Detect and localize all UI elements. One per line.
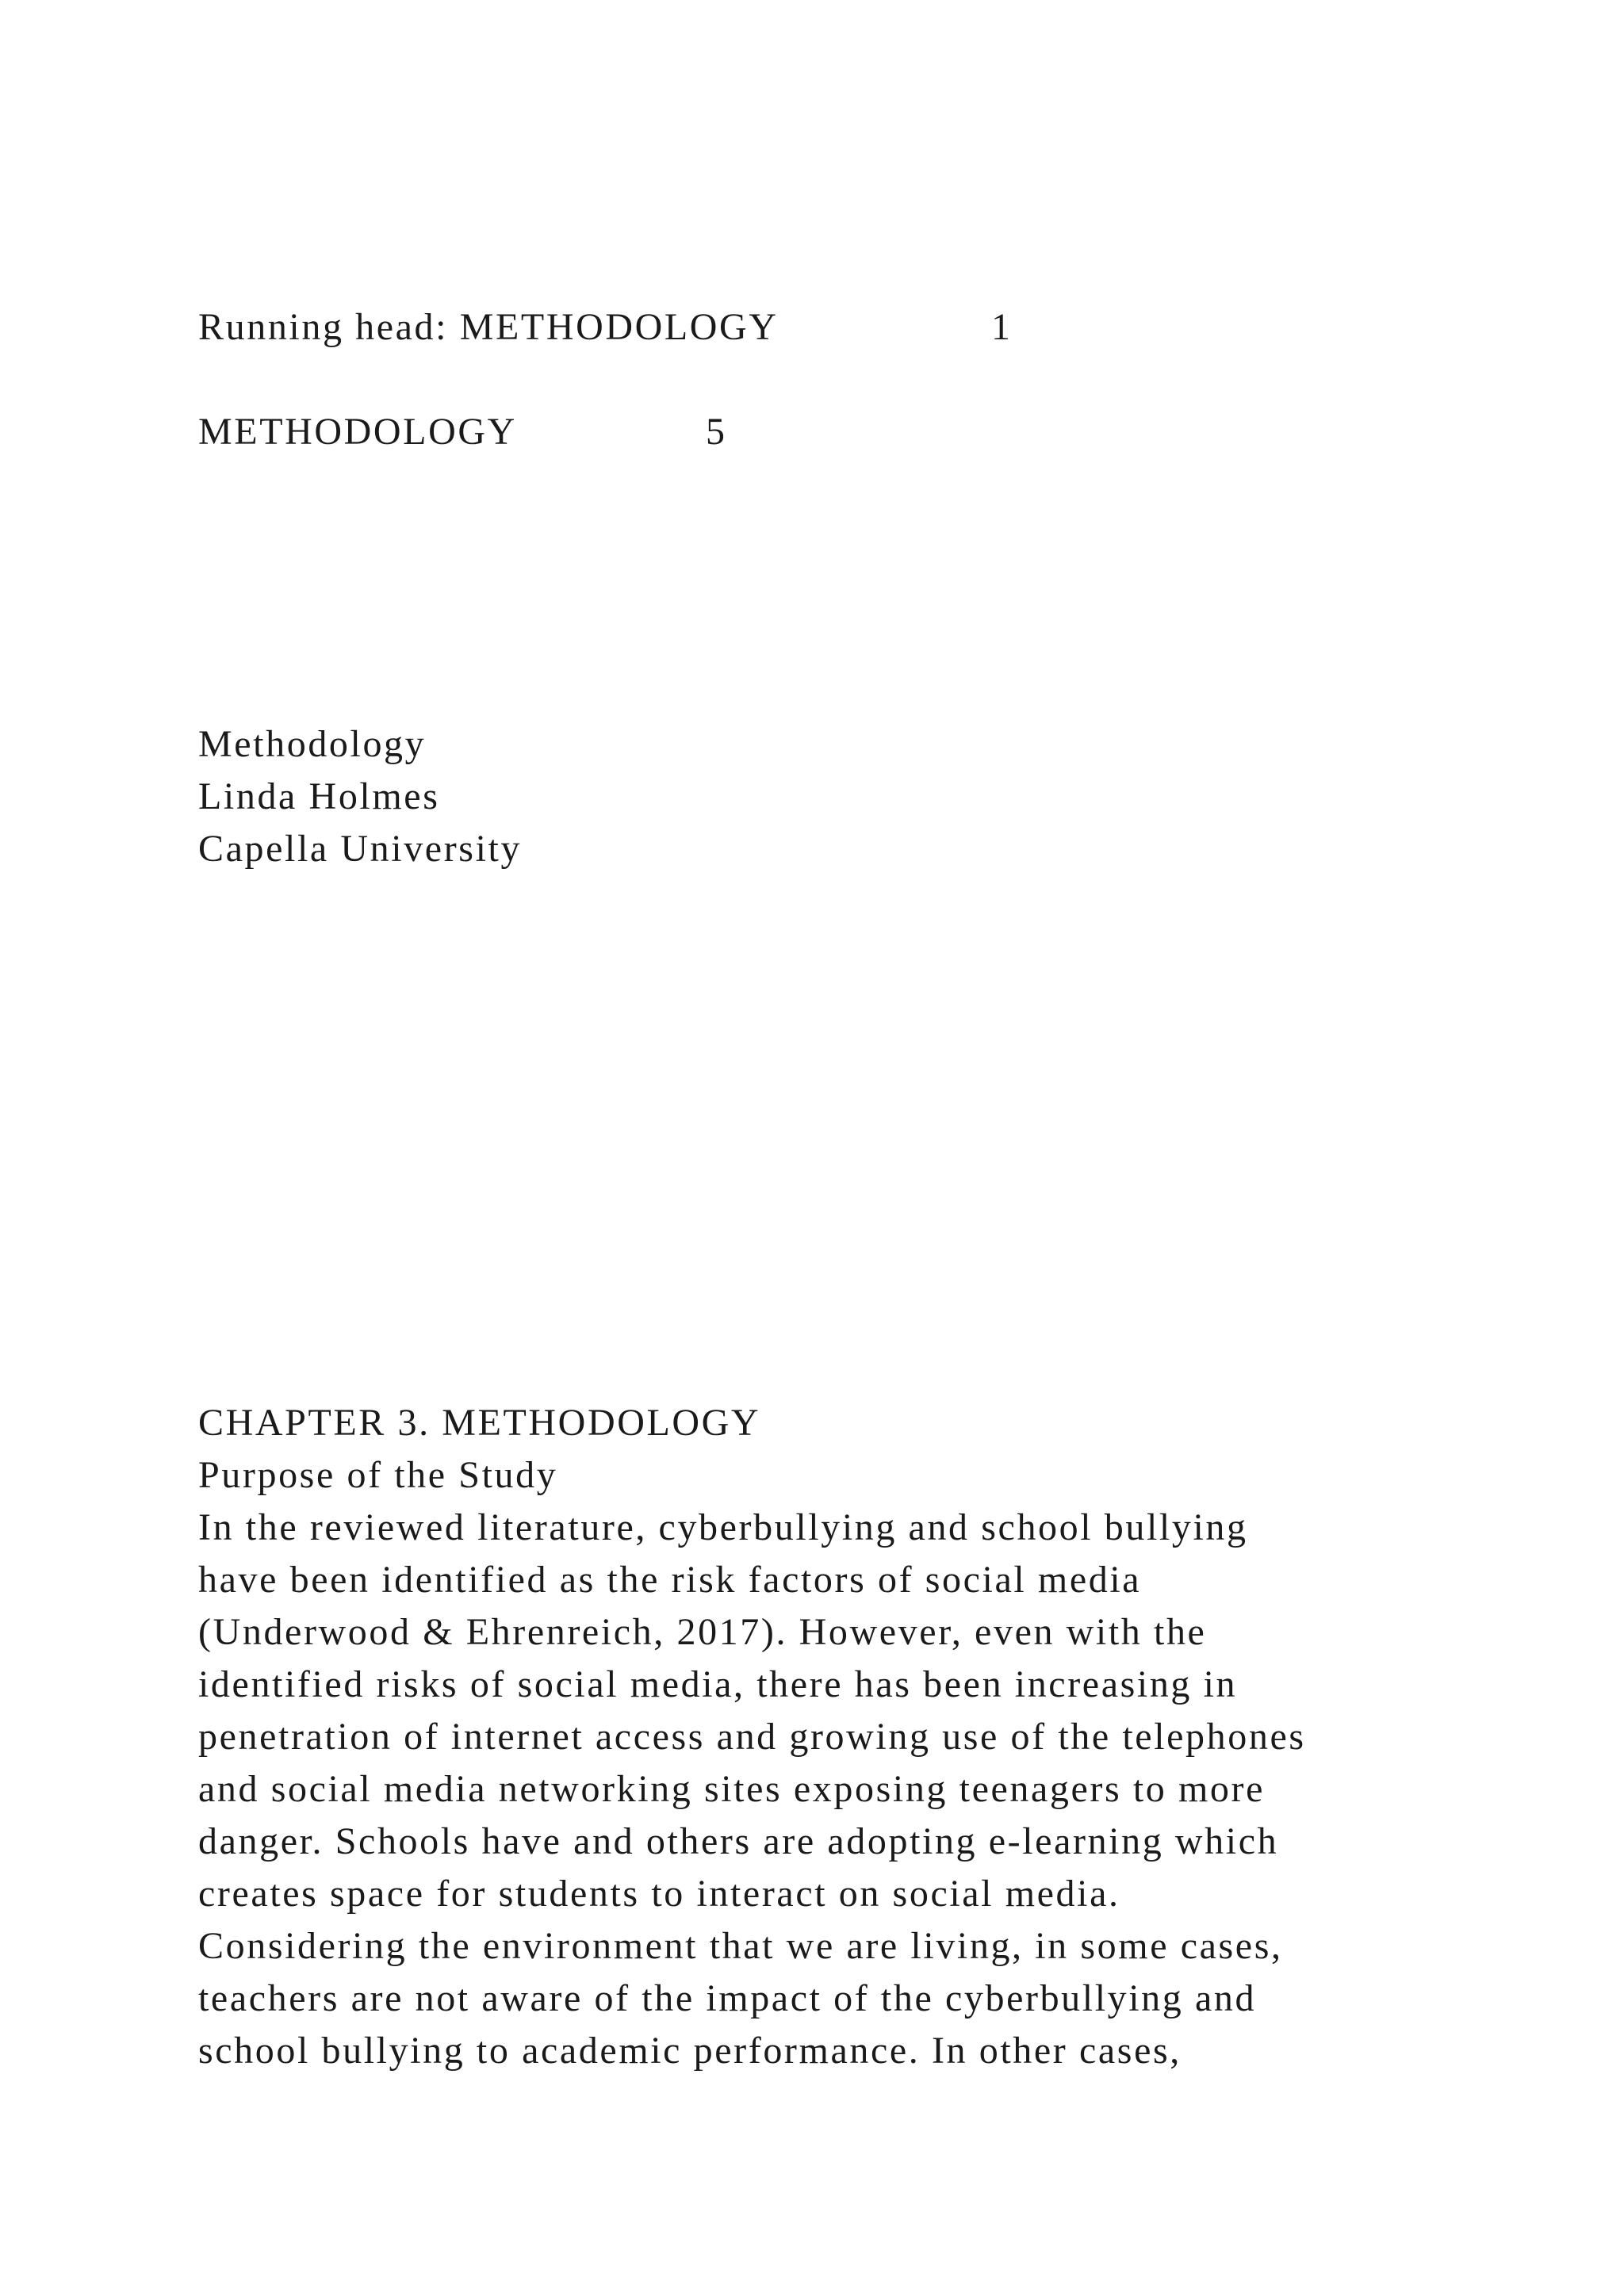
- institution-name: Capella University: [198, 828, 523, 870]
- body-line: and social media networking sites exposing teenagers to more: [198, 1768, 1266, 1810]
- body-line: teachers are not aware of the impact of the cyberbullying and: [198, 1977, 1257, 2019]
- body-line: have been identified as the risk factors of social media: [198, 1559, 1142, 1601]
- running-head: Running head: METHODOLOGY: [198, 306, 779, 348]
- author-name: Linda Holmes: [198, 775, 440, 817]
- paper-title: Methodology: [198, 723, 427, 765]
- body-line: (Underwood & Ehrenreich, 2017). However, even with the: [198, 1611, 1207, 1653]
- body-line: In the reviewed literature, cyberbullying and school bullying: [198, 1506, 1248, 1548]
- section-heading: Purpose of the Study: [198, 1454, 558, 1496]
- body-line: school bullying to academic performance. In other cases,: [198, 2030, 1182, 2072]
- body-line: creates space for students to interact on social media.: [198, 1873, 1120, 1915]
- chapter-heading: CHAPTER 3. METHODOLOGY: [198, 1402, 761, 1444]
- body-line: penetration of internet access and growing use of the telephones: [198, 1716, 1306, 1758]
- short-head-page-number: 5: [706, 411, 725, 453]
- body-line: identified risks of social media, there has been increasing in: [198, 1663, 1238, 1705]
- body-line: danger. Schools have and others are adopting e-learning which: [198, 1820, 1279, 1862]
- short-head: METHODOLOGY: [198, 411, 517, 453]
- body-line: Considering the environment that we are living, in some cases,: [198, 1925, 1283, 1967]
- running-head-page-number: 1: [991, 306, 1010, 348]
